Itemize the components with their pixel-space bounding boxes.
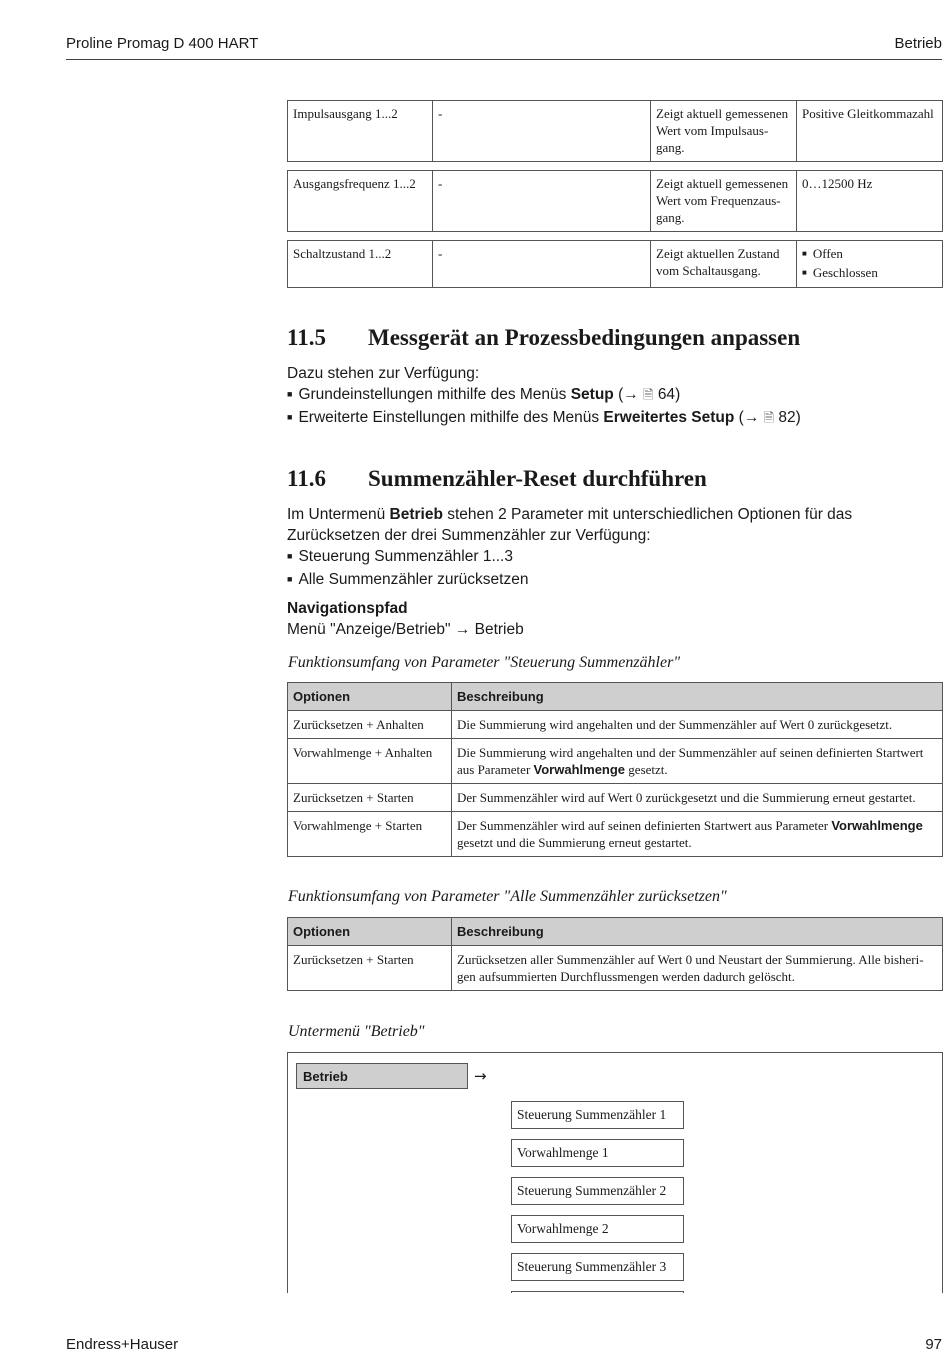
section-number: 11.5: [287, 325, 326, 350]
submenu-item[interactable]: Steuerung Summenzähler 1: [511, 1101, 684, 1129]
param-dash: -: [433, 171, 651, 232]
submenu-caption: Untermenü "Betrieb": [288, 1023, 425, 1040]
menu-link-setup[interactable]: Setup: [570, 386, 614, 403]
table-row: [288, 739, 943, 784]
param-table-impulsausgang: [287, 100, 943, 162]
param-dash: -: [433, 101, 651, 162]
option-cell: Zurücksetzen + Starten: [288, 946, 452, 991]
column-header-beschreibung: Beschreibung: [452, 918, 943, 946]
option-cell: Vorwahlmenge + Starten: [288, 812, 452, 857]
column-header-optionen: Optionen: [288, 683, 452, 711]
header-product: Proline Promag D 400 HART: [66, 35, 259, 52]
page-number: 97: [925, 1336, 942, 1353]
submenu-item[interactable]: Steuerung Summenzähler 2: [511, 1177, 684, 1205]
footer-company: Endress+Hauser: [66, 1336, 179, 1353]
submenu-head-betrieb[interactable]: Betrieb: [296, 1063, 468, 1089]
menu-link-erweitertes-setup[interactable]: Erweitertes Setup: [603, 409, 735, 426]
section-title: Summenzähler-Reset durchführen: [368, 466, 707, 491]
list-item: ■ Grundeinstellungen mithilfe des Menüs Setup (→ 🗎 64): [287, 384, 947, 407]
submenu-item[interactable]: Vorwahlmenge 1: [511, 1139, 684, 1167]
desc-cell: Die Summierung wird angehalten und der Summenzähler auf Wert 0 zurückgesetzt.: [452, 711, 943, 739]
nav-path: Menü "Anzeige/Betrieb" → Betrieb: [287, 621, 524, 638]
submenu-item[interactable]: Steuerung Summenzähler 3: [511, 1253, 684, 1281]
param-name: Schaltzustand 1...2: [288, 241, 433, 288]
desc-cell: Der Summenzähler wird auf Wert 0 zurückgesetzt und die Summierung erneut gestartet.: [452, 784, 943, 812]
section-heading-11-6: [287, 466, 707, 492]
param-value: Positive Gleitkommazahl: [797, 101, 943, 162]
option-cell: Zurücksetzen + Anhalten: [288, 711, 452, 739]
param-name: Impulsausgang 1...2: [288, 101, 433, 162]
param-desc: Zeigt aktuell gemessenen Wert vom Frequenzaus-gang.: [651, 171, 797, 232]
list-item: ■ Alle Summenzähler zurücksetzen: [287, 569, 947, 592]
page-header: [66, 33, 942, 60]
desc-cell: Der Summenzähler wird auf seinen definierten Startwert aus Parameter Vorwahlmenge gesetzt und die Summierung erneut gestartet.: [452, 812, 943, 857]
param-dash: -: [433, 241, 651, 288]
param-table-ausgangsfrequenz: [287, 170, 943, 232]
desc-cell: Die Summierung wird angehalten und der Summenzähler auf seinen definierten Startwert aus Parameter Vorwahlmenge gesetzt.: [452, 739, 943, 784]
page-ref-number[interactable]: 64: [657, 386, 676, 403]
param-table-schaltzustand: [287, 240, 943, 288]
table2-caption: Funktionsumfang von Parameter "Alle Summenzähler zurücksetzen": [288, 888, 727, 905]
header-chapter: Betrieb: [894, 35, 942, 52]
section-11-5-body: [287, 363, 947, 430]
param-desc: Zeigt aktuellen Zustand vom Schaltausgang.: [651, 241, 797, 288]
table-row: [288, 946, 943, 991]
list-item: ■ Steuerung Summenzähler 1...3: [287, 546, 947, 569]
param-desc: Zeigt aktuell gemessenen Wert vom Impulsaus-gang.: [651, 101, 797, 162]
table-row: [288, 784, 943, 812]
nav-heading: Navigationspfad: [287, 600, 408, 617]
desc-cell: Zurücksetzen aller Summenzähler auf Wert 0 und Neustart der Summierung. Alle bisheri-gen aufsummierten Durchflussmengen werden dadurch gelöscht.: [452, 946, 943, 991]
param-value: 0…12500 Hz: [797, 171, 943, 232]
column-header-optionen: Optionen: [288, 918, 452, 946]
value-option: ■ Offen: [802, 245, 937, 264]
options-table-alle-zuruecksetzen: [287, 917, 943, 991]
section-number: 11.6: [287, 466, 326, 491]
option-cell: Zurücksetzen + Starten: [288, 784, 452, 812]
value-option: ■ Geschlossen: [802, 264, 937, 283]
param-name: Ausgangsfrequenz 1...2: [288, 171, 433, 232]
arrow-right-icon: →: [474, 1067, 487, 1085]
table-row: [288, 812, 943, 857]
page-ref-number[interactable]: 82: [778, 409, 796, 426]
column-header-beschreibung: Beschreibung: [452, 683, 943, 711]
intro-text: Im Untermenü Betrieb stehen 2 Parameter mit unterschiedlichen Optionen für das Zurücksetzen der drei Summenzähler zur Verfügung:: [287, 506, 853, 544]
intro-text: Dazu stehen zur Verfügung:: [287, 365, 480, 382]
page-icon: 🗎: [643, 387, 654, 402]
section-11-6-body: [287, 504, 947, 640]
options-table-steuerung: [287, 682, 943, 857]
submenu-diagram: [287, 1052, 943, 1293]
param-values: [797, 241, 943, 288]
section-title: Messgerät an Prozessbedingungen anpassen: [368, 325, 801, 350]
table1-caption: Funktionsumfang von Parameter "Steuerung Summenzähler": [288, 654, 681, 671]
page-icon: 🗎: [763, 410, 775, 425]
table-row: [288, 711, 943, 739]
list-item: ■ Erweiterte Einstellungen mithilfe des Menüs Erweitertes Setup (→ 🗎 82): [287, 407, 947, 430]
option-cell: Vorwahlmenge + Anhalten: [288, 739, 452, 784]
section-heading-11-5: [287, 325, 800, 351]
submenu-item[interactable]: [511, 1291, 684, 1293]
submenu-item[interactable]: Vorwahlmenge 2: [511, 1215, 684, 1243]
